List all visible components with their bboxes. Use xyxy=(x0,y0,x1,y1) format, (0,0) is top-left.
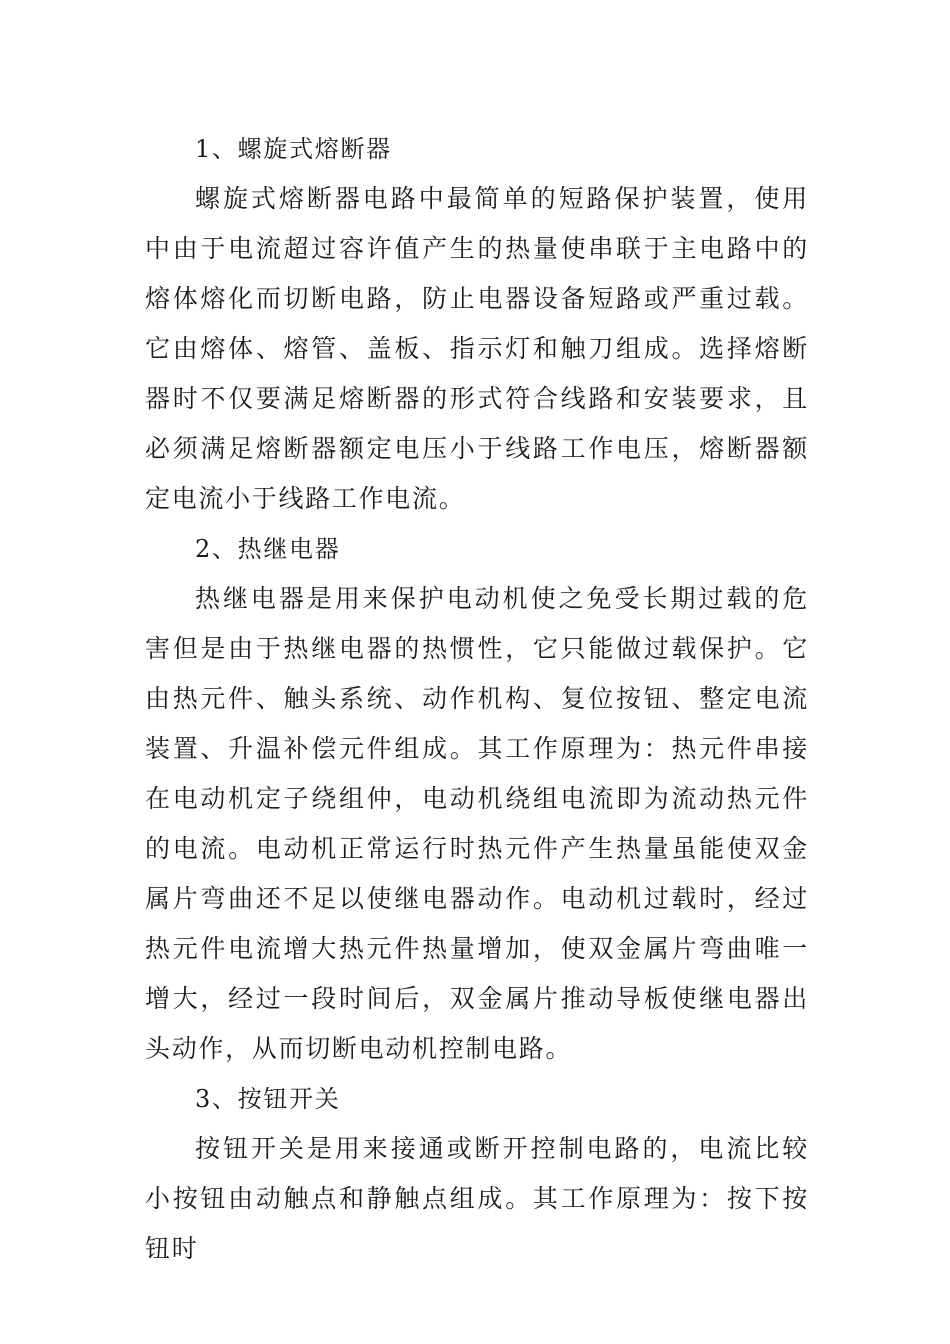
section-paragraph: 螺旋式熔断器电路中最简单的短路保护装置，使用中由于电流超过容许值产生的热量使串联于主电路中的熔体熔化而切断电路，防止电器设备短路或严重过载。它由熔体、熔管、盖板、指示灯和触刀组成。选择熔断器时不仅要满足熔断器的形式符合线路和安装要求，且必须满足熔断器额定电压小于线路工作电压，熔断器额定电流小于线路工作电流。 xyxy=(145,184,809,513)
document-body xyxy=(145,124,809,1274)
section-heading: 2、热继电器 xyxy=(195,535,341,563)
section-paragraph: 按钮开关是用来接通或断开控制电路的，电流比较小按钮由动触点和静触点组成。其工作原理为：按下按钮时 xyxy=(145,1134,809,1263)
section-paragraph: 热继电器是用来保护电动机使之免受长期过载的危害但是由于热继电器的热惯性，它只能做过载保护。它由热元件、触头系统、动作机构、复位按钮、整定电流装置、升温补偿元件组成。其工作原理为：热元件串接在电动机定子绕组仲，电动机绕组电流即为流动热元件的电流。电动机正常运行时热元件产生热量虽能使双金属片弯曲还不足以使继电器动作。电动机过载时，经过热元件电流增大热元件热量增加，使双金属片弯曲唯一增大，经过一段时间后，双金属片推动导板使继电器出头动作，从而切断电动机控制电路。 xyxy=(145,584,809,1063)
section-heading: 1、螺旋式熔断器 xyxy=(195,135,392,163)
section-heading: 3、按钮开关 xyxy=(195,1085,341,1113)
